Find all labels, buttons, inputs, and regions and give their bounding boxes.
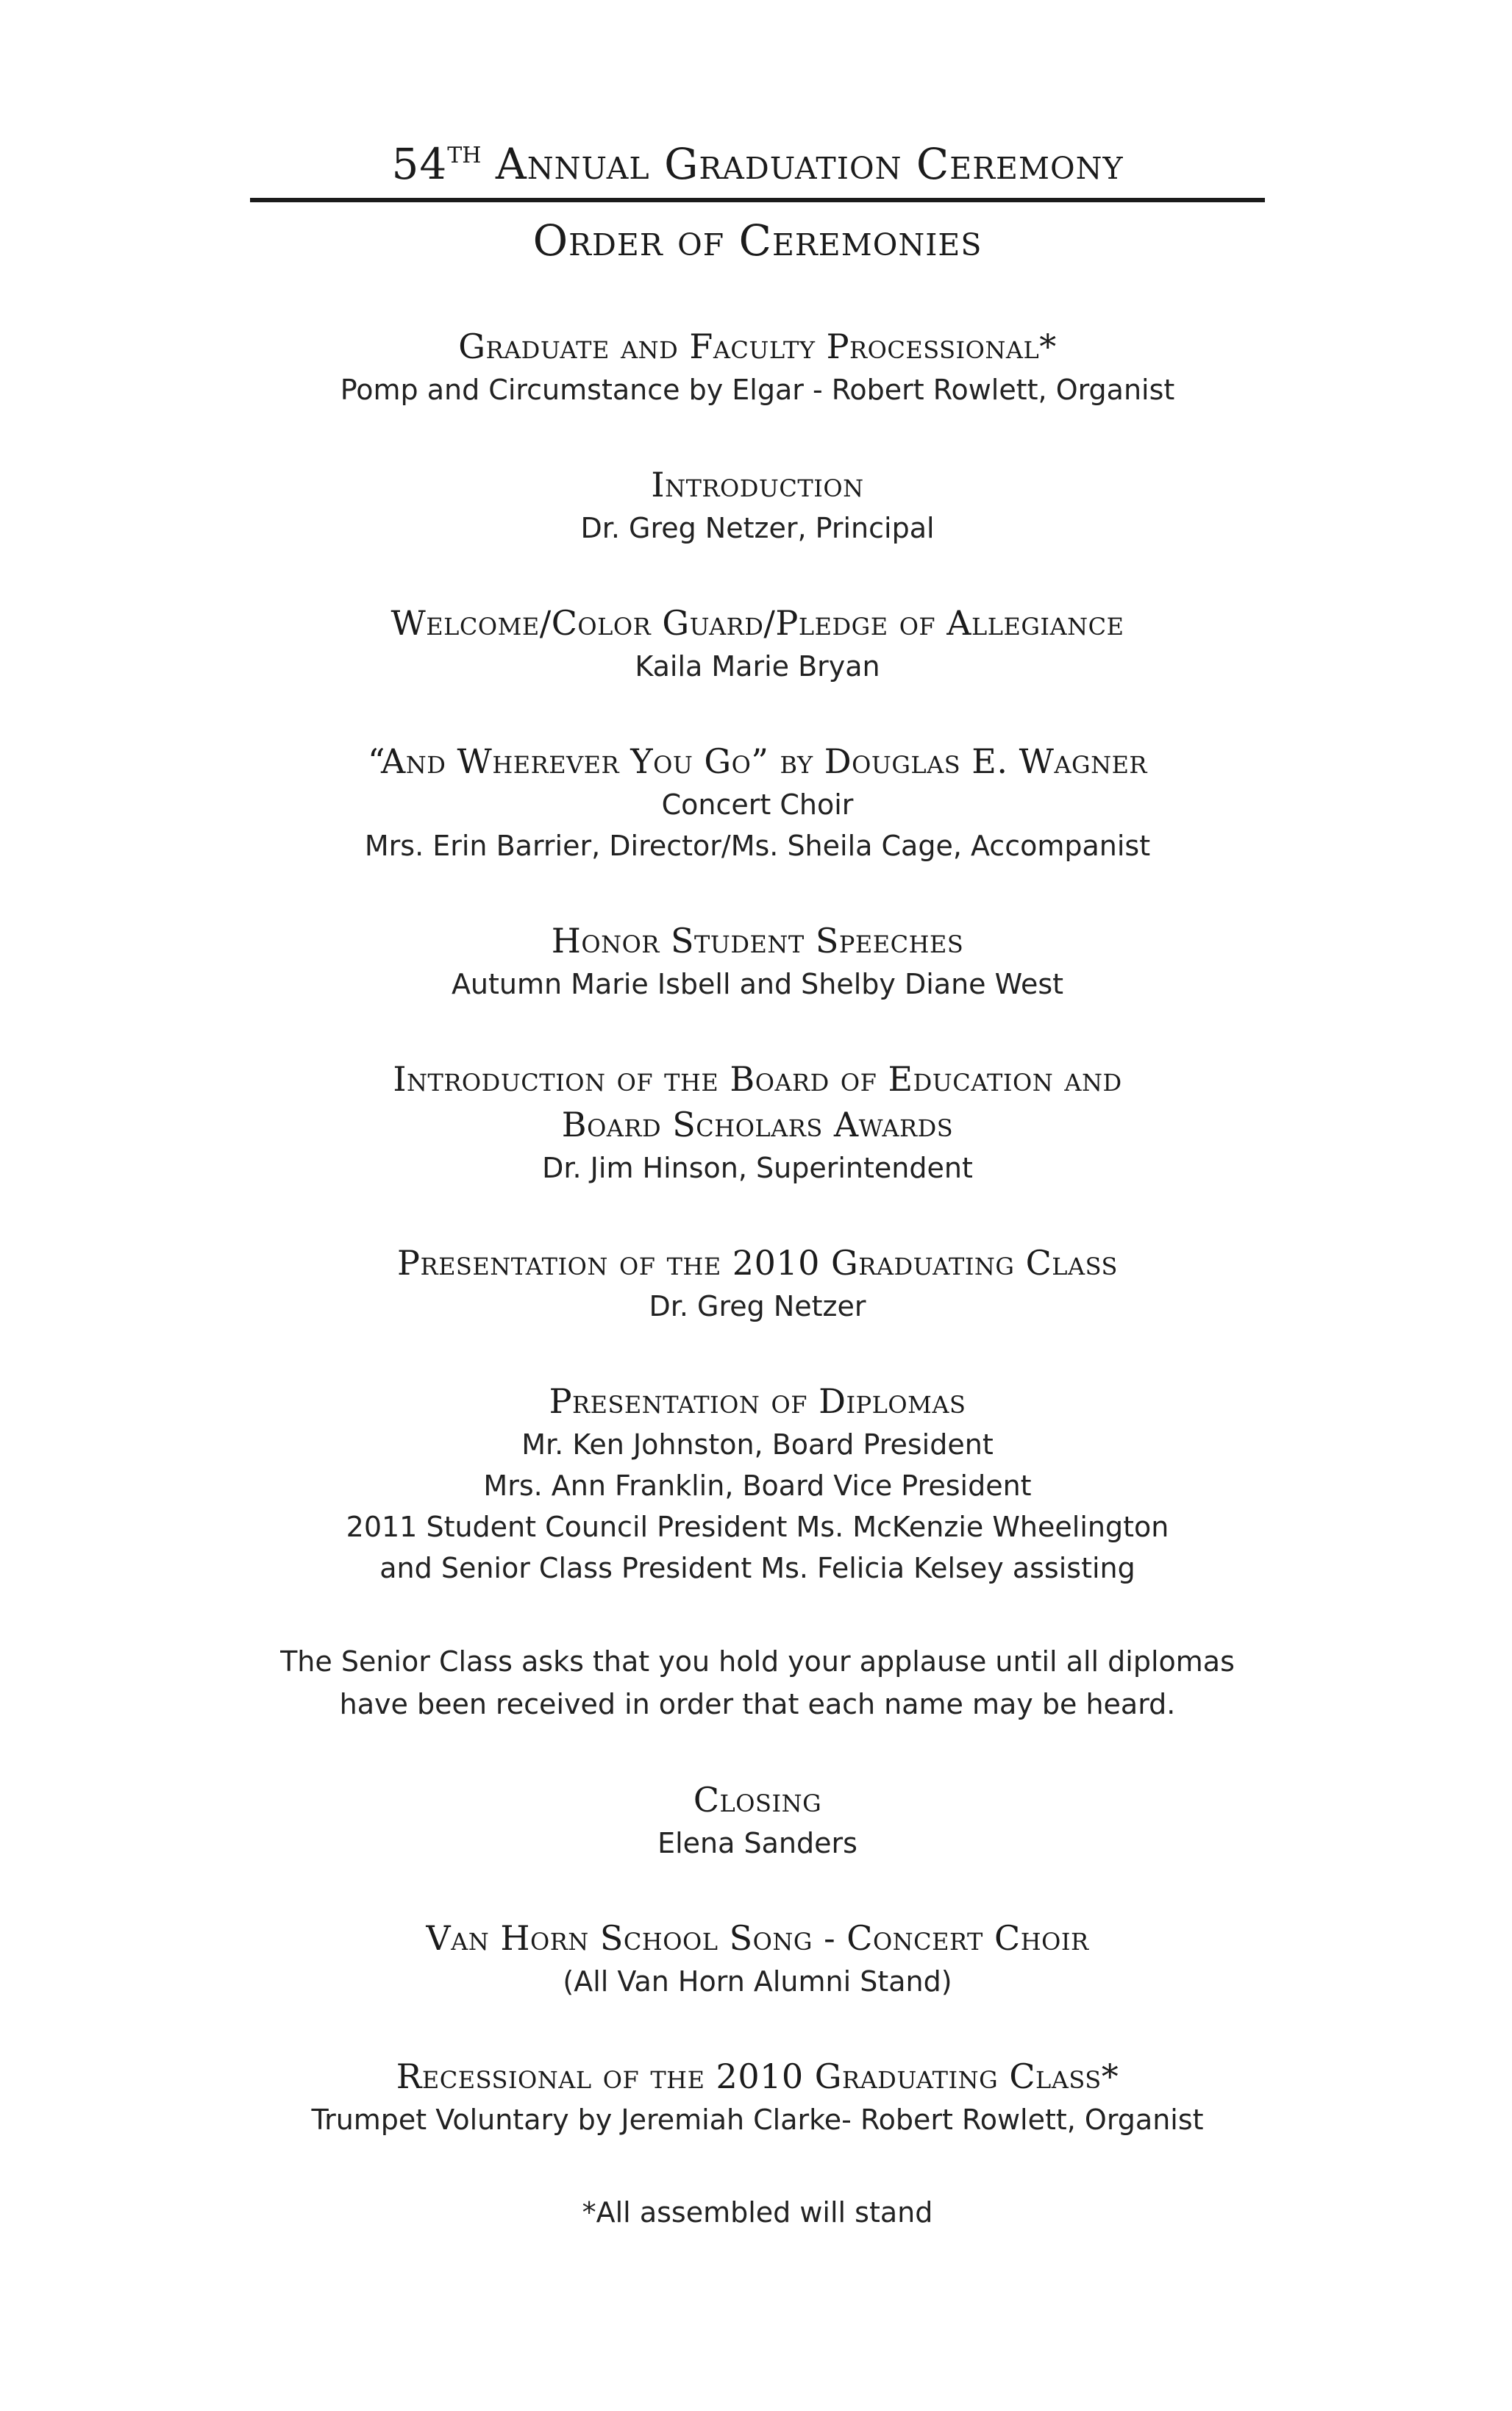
program-item [169, 738, 1346, 866]
program-item-detail: Mr. Ken Johnston, Board President [521, 1428, 994, 1461]
program-item [169, 1056, 1346, 1189]
program-item-title: Introduction [651, 465, 864, 505]
program-item-title: Presentation of Diplomas [549, 1381, 966, 1421]
program-item-detail: Concert Choir [661, 788, 854, 821]
program-item-detail: 2011 Student Council President Ms. McKenzie Wheelington [346, 1511, 1169, 1543]
program-items [169, 324, 1346, 1589]
title-text: Annual Graduation Ceremony [481, 139, 1124, 189]
applause-notice [169, 1640, 1346, 1726]
order-of-ceremonies [169, 324, 1346, 2233]
program-item-detail: Pomp and Circumstance by Elgar - Robert Rowlett, Organist [340, 374, 1175, 406]
program-item [169, 600, 1346, 687]
program-item [169, 2054, 1346, 2140]
program-item-detail: Dr. Greg Netzer [649, 1290, 866, 1322]
program-item-detail: Dr. Greg Netzer, Principal [580, 512, 935, 544]
standing-footnote: *All assembled will stand [582, 2196, 933, 2229]
program-item-title: Introduction of the Board of Education and [393, 1059, 1122, 1099]
program-item [169, 1378, 1346, 1589]
program-item-title: Welcome/Color Guard/Pledge of Allegiance [391, 603, 1124, 643]
program-item-title: Presentation of the 2010 Graduating Class [397, 1243, 1118, 1283]
program-item [169, 1777, 1346, 1864]
program-item [169, 324, 1346, 410]
program-item-detail: Autumn Marie Isbell and Shelby Diane West [451, 968, 1064, 1000]
program-item-title: Recessional of the 2010 Graduating Class* [396, 2056, 1119, 2096]
title-suffix: TH [447, 143, 482, 168]
program-item-detail: (All Van Horn Alumni Stand) [563, 1965, 952, 1998]
program-item-title: “And Wherever You Go” by Douglas E. Wagner [367, 741, 1148, 781]
title-number: 54 [391, 139, 448, 189]
notice-line: The Senior Class asks that you hold your applause until all diplomas [280, 1645, 1235, 1678]
program-header [250, 124, 1265, 276]
program-item [169, 918, 1346, 1005]
program-item [169, 1240, 1346, 1327]
program-item [169, 1915, 1346, 2002]
program-item-detail: Mrs. Ann Franklin, Board Vice President [483, 1470, 1032, 1502]
ceremony-title [250, 124, 1265, 196]
program-item-title: Graduate and Faculty Processional* [458, 327, 1057, 366]
program-item-title: Van Horn School Song - Concert Choir [426, 1918, 1089, 1958]
program-item-detail: Dr. Jim Hinson, Superintendent [542, 1152, 973, 1184]
program-item-title: Closing [693, 1780, 822, 1820]
program-item-title: Board Scholars Awards [561, 1105, 954, 1144]
notice-line: have been received in order that each name may be heard. [339, 1688, 1176, 1720]
program-item-detail: Elena Sanders [657, 1827, 857, 1859]
program-item [169, 462, 1346, 549]
ceremony-subtitle: Order of Ceremonies [532, 216, 983, 266]
program-item-title: Honor Student Speeches [551, 921, 964, 961]
program-items-end [169, 1777, 1346, 2140]
program-item-detail: Mrs. Erin Barrier, Director/Ms. Sheila Cage, Accompanist [364, 830, 1151, 862]
title-rule [250, 198, 1265, 202]
program-item-detail: Trumpet Voluntary by Jeremiah Clarke- Robert Rowlett, Organist [311, 2104, 1204, 2136]
program-item-detail: Kaila Marie Bryan [635, 650, 880, 683]
program-item-detail: and Senior Class President Ms. Felicia Kelsey assisting [379, 1552, 1135, 1584]
